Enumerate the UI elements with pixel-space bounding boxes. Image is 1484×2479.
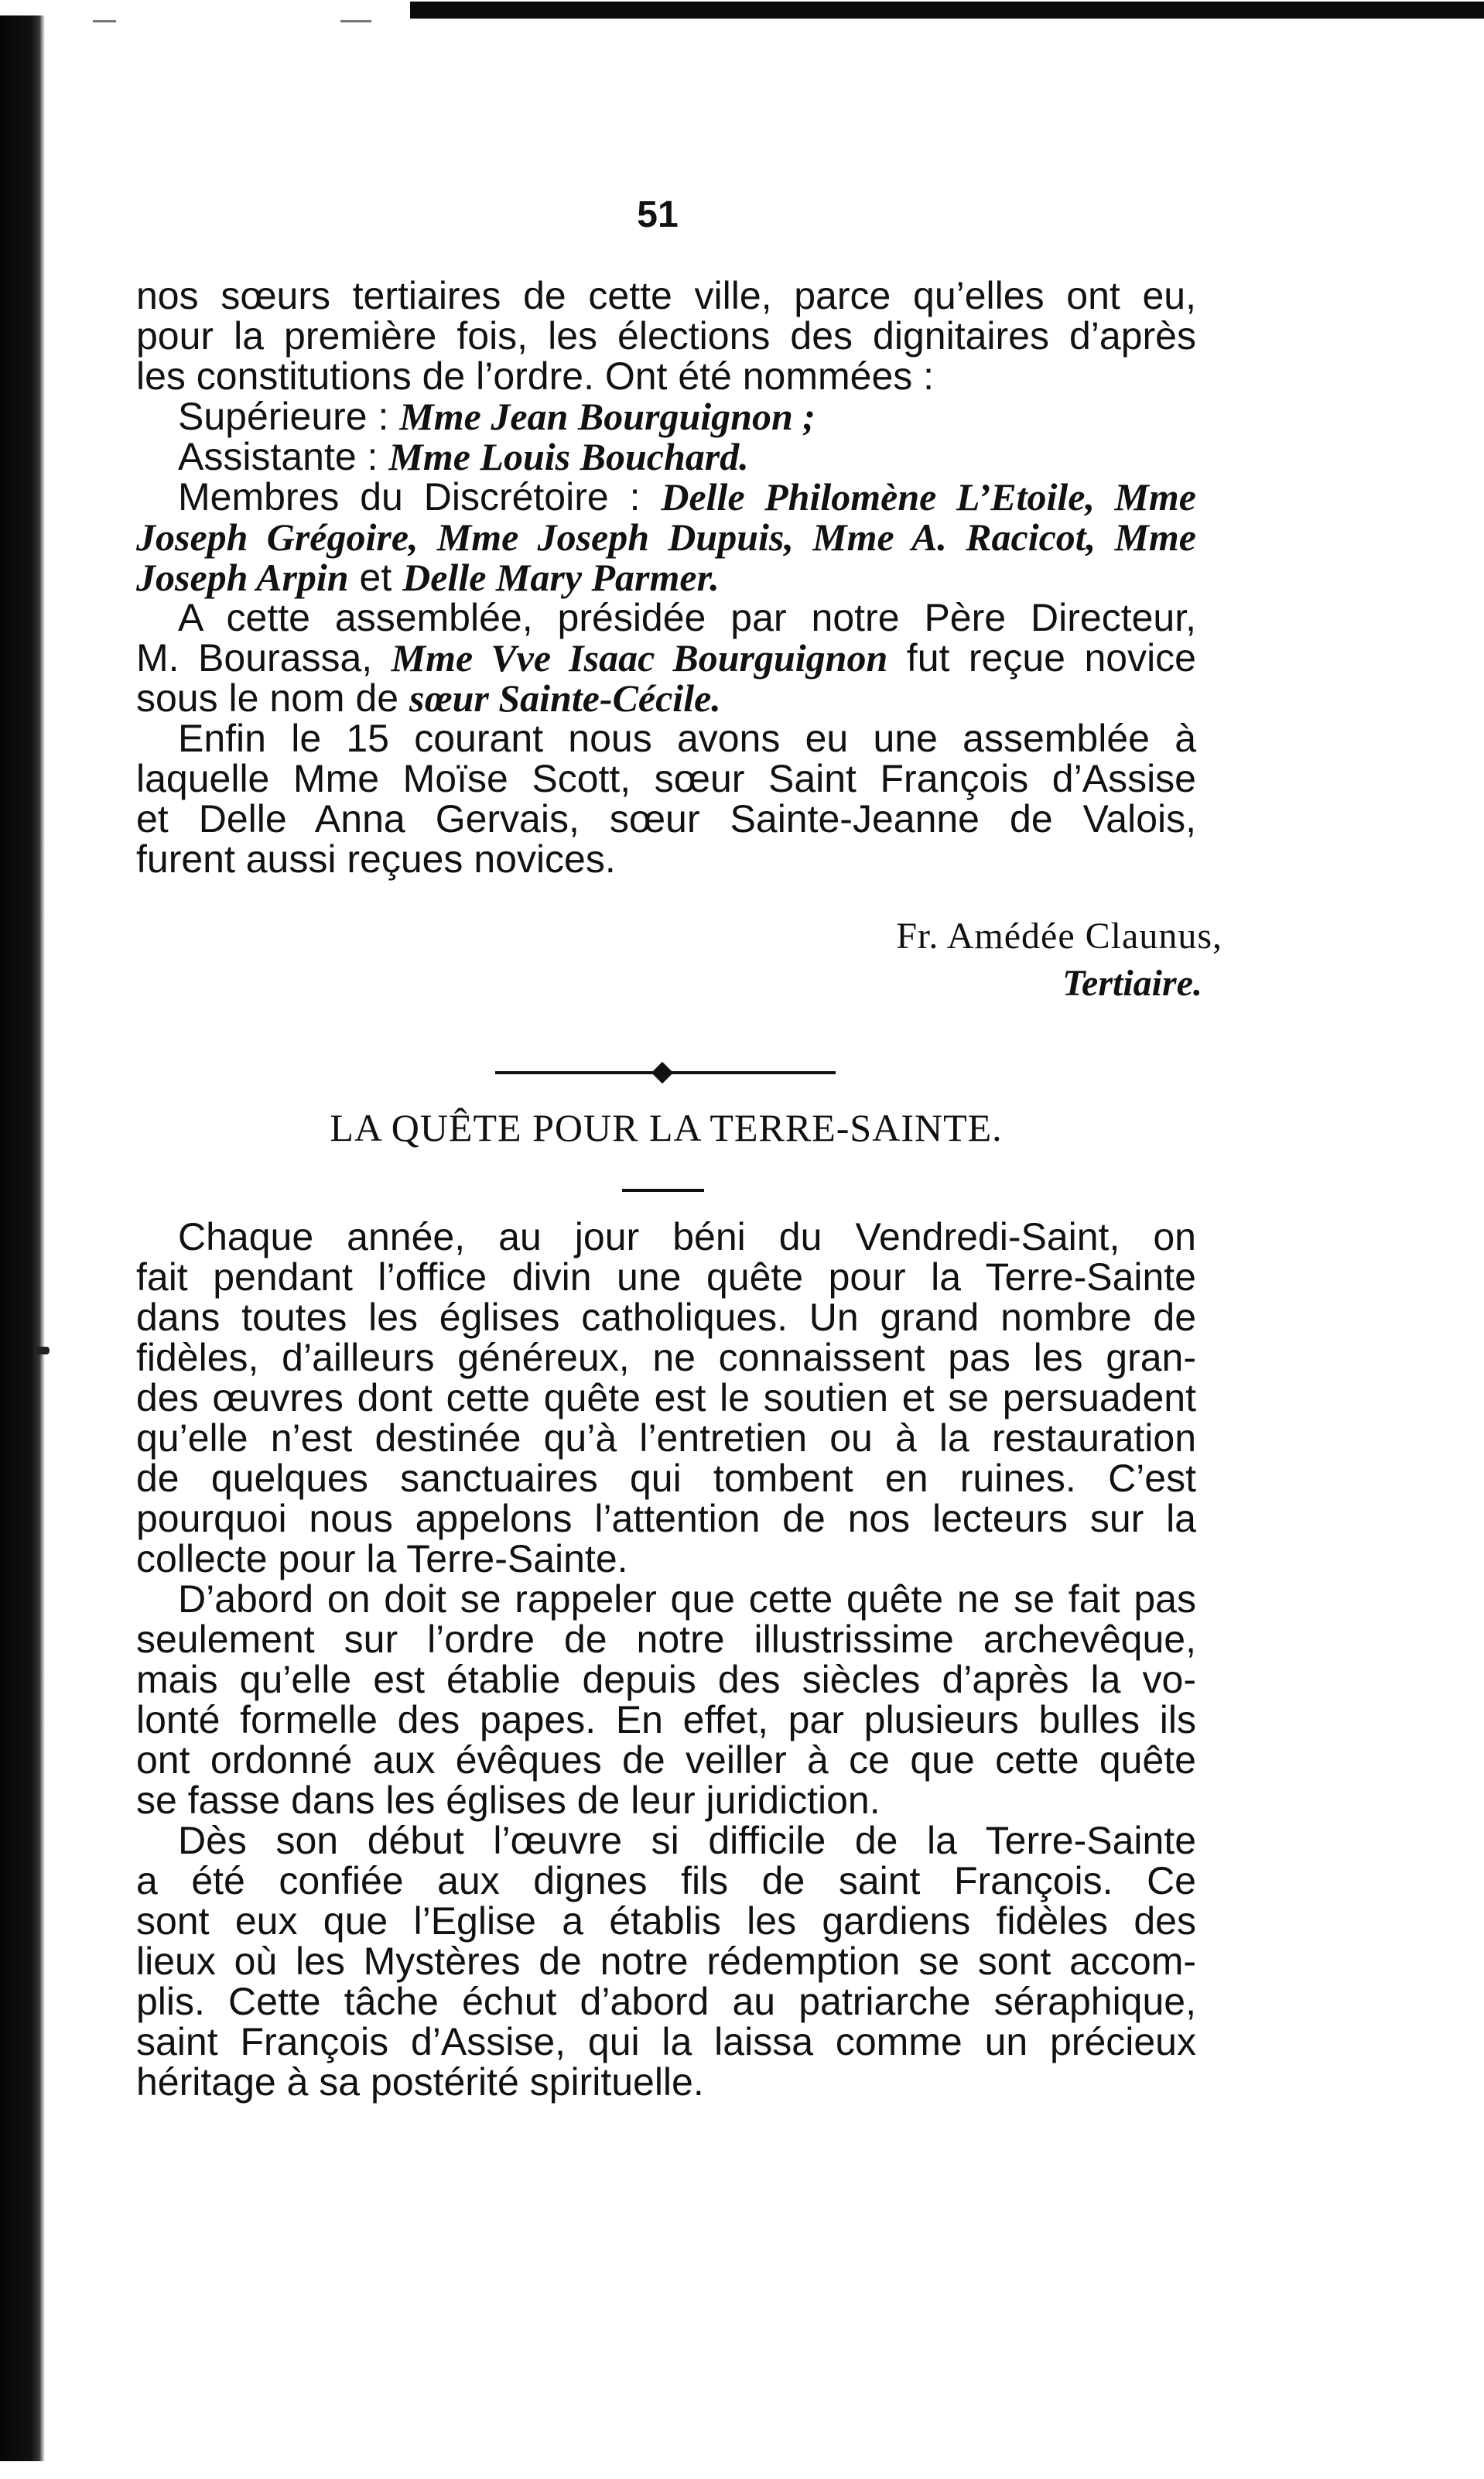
officer-line-superieure	[136, 396, 1196, 437]
text-line: qu’elle n’est destinée qu’à l’entretien ou à la restauration	[136, 1416, 1196, 1460]
text-line: nos sœurs tertiaires de cette ville, parce qu’elles ont eu,	[136, 274, 1196, 317]
text-line: Enfin le 15 courant nous avons eu une assemblée à	[178, 717, 1196, 760]
text-line: A cette assemblée, présidée par notre Père Directeur,	[178, 596, 1196, 639]
text-line: Chaque année, au jour béni du Vendredi-Saint, on	[178, 1215, 1196, 1258]
text-line: pour la première fois, les élections des dignitaires d’après	[136, 314, 1196, 358]
signature	[696, 915, 1222, 1005]
text-line	[136, 638, 1196, 678]
officer-names-line	[136, 557, 1196, 597]
title-underline-rule	[622, 1189, 704, 1192]
scan-top-rule	[410, 2, 1484, 19]
text-line: collecte pour la Terre-Sainte.	[136, 1537, 628, 1580]
text-line: des œuvres dont cette quête est le soutien et se persuadent	[136, 1376, 1196, 1419]
text-line: fait pendant l’office divin une quête pour la Terre-Sainte	[136, 1255, 1196, 1299]
text-line: pourquoi nous appelons l’attention de nos lecteurs sur la	[136, 1497, 1196, 1540]
novice-name: Mme Vve Isaac Bourguignon	[391, 636, 888, 680]
signature-role: Tertiaire.	[1062, 963, 1202, 1004]
text-line: et Delle Anna Gervais, sœur Sainte-Jeanne de Valois,	[136, 797, 1196, 841]
officer-line-assistante	[136, 437, 1196, 477]
text-line: laquelle Mme Moïse Scott, sœur Saint François d’Assise	[136, 757, 1196, 800]
scan-top-dash	[340, 20, 371, 22]
text-line: plis. Cette tâche échut d’abord au patriarche séraphique,	[136, 1980, 1196, 2023]
scan-edge-mark	[34, 1347, 50, 1354]
officer-name: Delle Mary Parmer.	[402, 556, 720, 599]
officer-name: Mme Jean Bourguignon ;	[399, 395, 816, 438]
officer-name: Joseph Arpin	[136, 556, 349, 599]
diamond-ornament-icon	[651, 1062, 673, 1084]
text-line: se fasse dans les églises de leur juridiction.	[136, 1779, 880, 1822]
text-line: furent aussi reçues novices.	[136, 837, 616, 881]
director-name: M. Bourassa,	[136, 636, 373, 680]
officer-label: Supérieure :	[178, 395, 389, 438]
text-line: saint François d’Assise, qui la laissa comme un précieux	[136, 2020, 1196, 2063]
text-line: D’abord on doit se rappeler que cette quête ne se fait pas	[178, 1577, 1196, 1621]
text-block-top	[136, 276, 1196, 879]
scan-top-dash	[93, 20, 116, 22]
page-number: 51	[637, 194, 679, 235]
officer-names-line: Joseph Grégoire, Mme Joseph Dupuis, Mme A. Racicot, Mme	[136, 515, 1196, 559]
text-line: ont ordonné aux évêques de veiller à ce que cette quête	[136, 1738, 1196, 1782]
text-line	[136, 678, 1196, 718]
text-line: Dès son début l’œuvre si difficile de la Terre-Sainte	[178, 1819, 1196, 1862]
section-divider-ornament	[495, 1065, 836, 1080]
section-title: LA QUÊTE POUR LA TERRE-SAINTE.	[330, 1106, 1003, 1149]
officer-names: Delle Philomène L’Etoile, Mme	[661, 475, 1197, 519]
text-line: lieux où les Mystères de notre rédemption se sont accom-	[136, 1940, 1196, 1983]
signature-name: Fr. Amédée Claunus,	[896, 916, 1222, 957]
scan-binding-edge	[0, 15, 45, 2461]
text-line: a été confiée aux dignes fils de saint François. Ce	[136, 1859, 1196, 1902]
text-block-bottom	[136, 1217, 1196, 2102]
text-line: seulement sur l’ordre de notre illustrissime archevêque,	[136, 1618, 1196, 1661]
text-line: lonté formelle des papes. En effet, par plusieurs bulles ils	[136, 1698, 1196, 1741]
text-line: dans toutes les églises catholiques. Un grand nombre de	[136, 1296, 1196, 1339]
officer-name: Mme Louis Bouchard.	[388, 435, 749, 478]
conjunction: et	[359, 556, 392, 599]
text-fragment: sous le nom de	[136, 676, 399, 720]
text-line: les constitutions de l’ordre. Ont été nommées :	[136, 354, 935, 398]
text-fragment: fut reçue novice	[906, 636, 1196, 680]
officer-label: Assistante :	[178, 435, 378, 478]
text-line: sont eux que l’Eglise a établis les gardiens fidèles des	[136, 1899, 1196, 1943]
officer-label: Membres du Discrétoire :	[178, 475, 641, 519]
text-line: fidèles, d’ailleurs généreux, ne connaissent pas les gran-	[136, 1336, 1196, 1379]
text-line: mais qu’elle est établie depuis des siècles d’après la vo-	[136, 1658, 1196, 1701]
text-line: héritage à sa postérité spirituelle.	[136, 2060, 704, 2104]
religious-name: sœur Sainte-Cécile.	[409, 676, 721, 720]
text-line: de quelques sanctuaires qui tombent en ruines. C’est	[136, 1457, 1196, 1500]
officer-line-discretoire	[136, 477, 1196, 517]
